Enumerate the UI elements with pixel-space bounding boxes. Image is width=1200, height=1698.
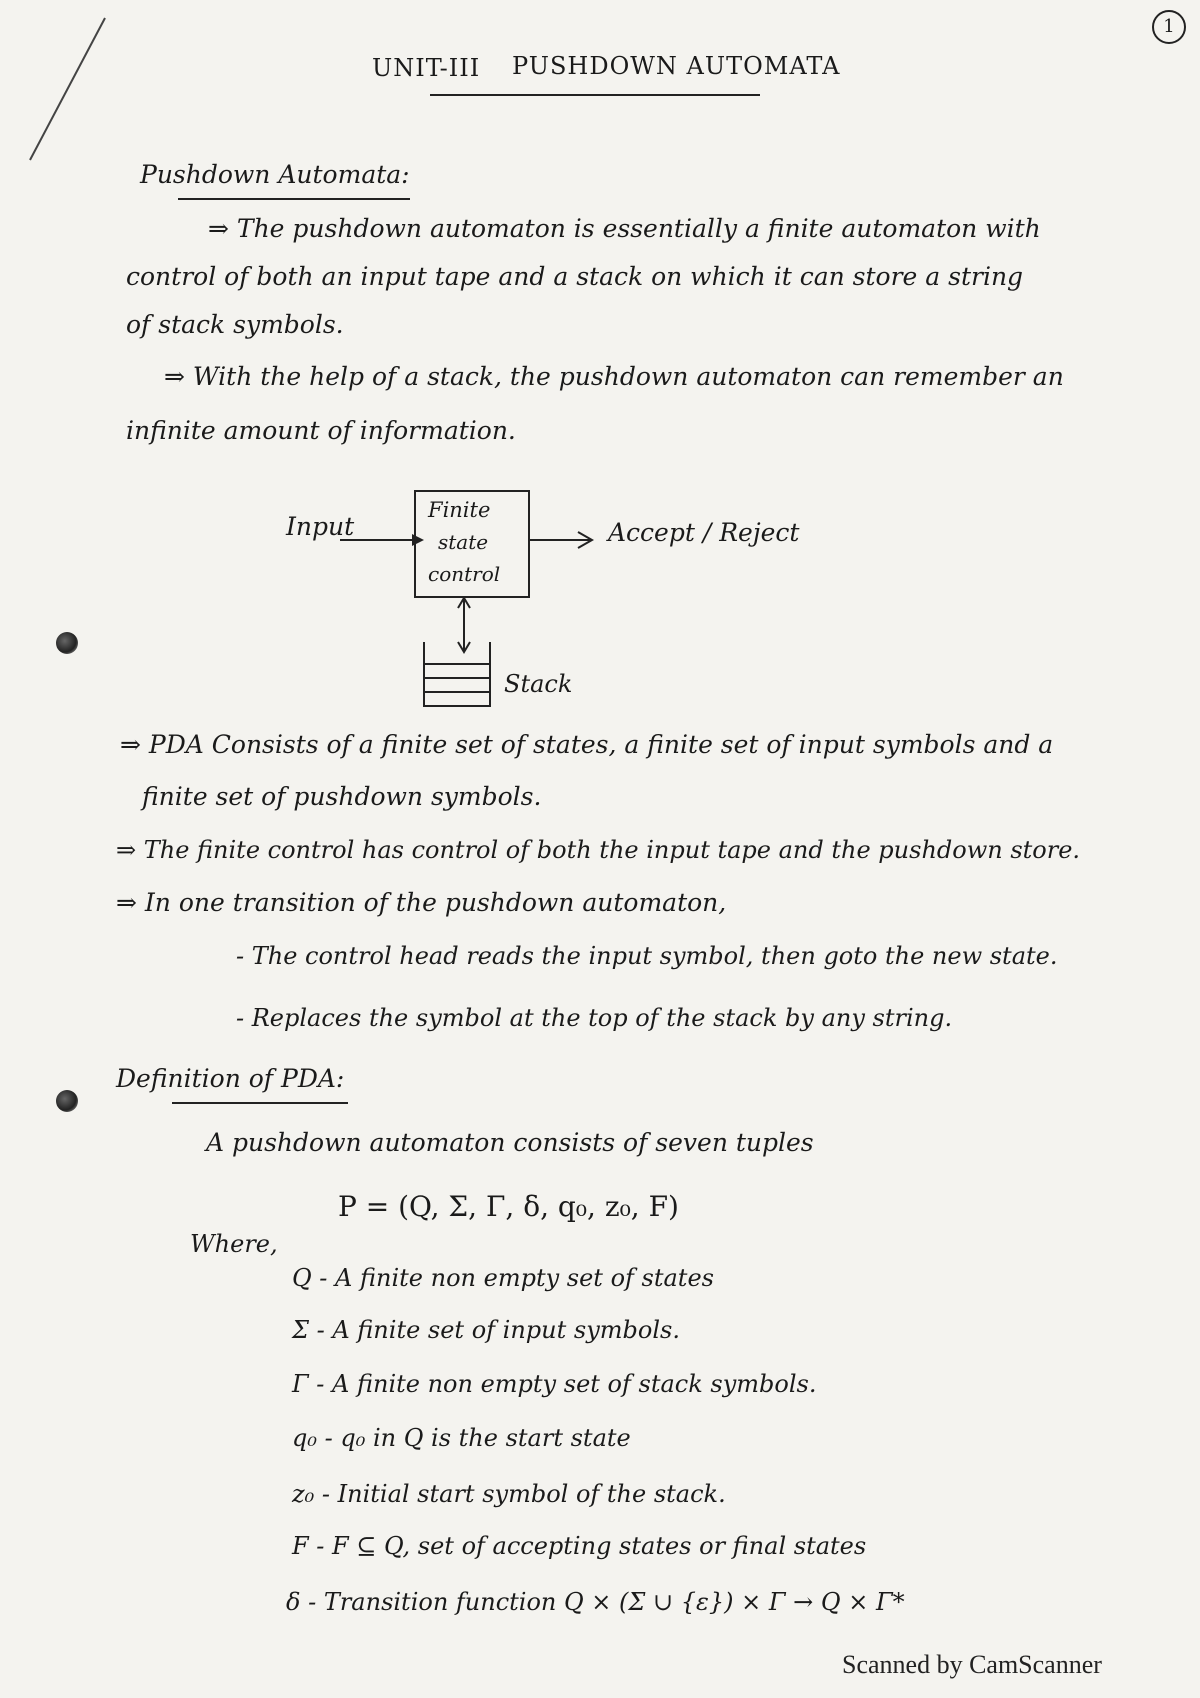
definition-item-delta: δ - Transition function Q × (Σ ∪ {ε}) × Γ → Q × Γ* <box>286 1588 905 1616</box>
where-label: Where, <box>190 1230 278 1258</box>
section-heading-underline <box>178 198 410 200</box>
definition-item-sigma: Σ - A finite set of input symbols. <box>292 1316 680 1344</box>
title-underline <box>430 94 760 96</box>
page-title: PUSHDOWN AUTOMATA <box>512 52 841 80</box>
control-label-line3: control <box>428 562 501 586</box>
definition-heading: Definition of PDA: <box>116 1064 345 1093</box>
bullet1-line2: finite set of pushdown symbols. <box>142 782 542 811</box>
stack-label: Stack <box>504 670 573 698</box>
definition-heading-underline <box>172 1102 348 1104</box>
definition-item-f: F - F ⊆ Q, set of accepting states or final states <box>292 1532 867 1560</box>
unit-label: UNIT-III <box>372 54 481 82</box>
margin-line <box>0 0 140 200</box>
para1-line3: of stack symbols. <box>126 310 344 339</box>
sub-bullet2: - Replaces the symbol at the top of the stack by any string. <box>236 1004 953 1032</box>
definition-tuple: P = (Q, Σ, Γ, δ, q₀, z₀, F) <box>338 1190 679 1223</box>
bullet1-line1: ⇒ PDA Consists of a finite set of states, a finite set of input symbols and a <box>120 730 1054 759</box>
control-label-line1: Finite <box>428 498 491 522</box>
control-label-line2: state <box>438 530 489 554</box>
definition-item-z0: z₀ - Initial start symbol of the stack. <box>292 1480 726 1508</box>
punch-hole-top <box>56 632 78 654</box>
definition-item-q: Q - A finite non empty set of states <box>292 1264 714 1292</box>
bullet3: ⇒ In one transition of the pushdown automaton, <box>116 888 727 917</box>
definition-item-gamma: Γ - A finite non empty set of stack symbols. <box>292 1370 817 1398</box>
scanner-watermark: Scanned by CamScanner <box>842 1650 1102 1679</box>
definition-intro: A pushdown automaton consists of seven tuples <box>206 1128 814 1157</box>
page-number: 1 <box>1152 10 1186 44</box>
para2-line1: ⇒ With the help of a stack, the pushdown automaton can remember an <box>164 362 1064 391</box>
diagram-output-label: Accept / Reject <box>608 518 800 547</box>
diagram-input-label: Input <box>286 512 355 541</box>
para1-line2: control of both an input tape and a stack on which it can store a string <box>126 262 1024 291</box>
stack-icon <box>422 640 502 710</box>
section-heading: Pushdown Automata: <box>140 160 410 189</box>
punch-hole-bottom <box>56 1090 78 1112</box>
bullet2: ⇒ The finite control has control of both the input tape and the pushdown store. <box>116 836 1081 864</box>
para2-line2: infinite amount of information. <box>126 416 516 445</box>
definition-item-q0: q₀ - q₀ in Q is the start state <box>292 1424 631 1452</box>
sub-bullet1: - The control head reads the input symbol, then goto the new state. <box>236 942 1058 970</box>
para1-line1: ⇒ The pushdown automaton is essentially a finite automaton with <box>208 214 1041 243</box>
